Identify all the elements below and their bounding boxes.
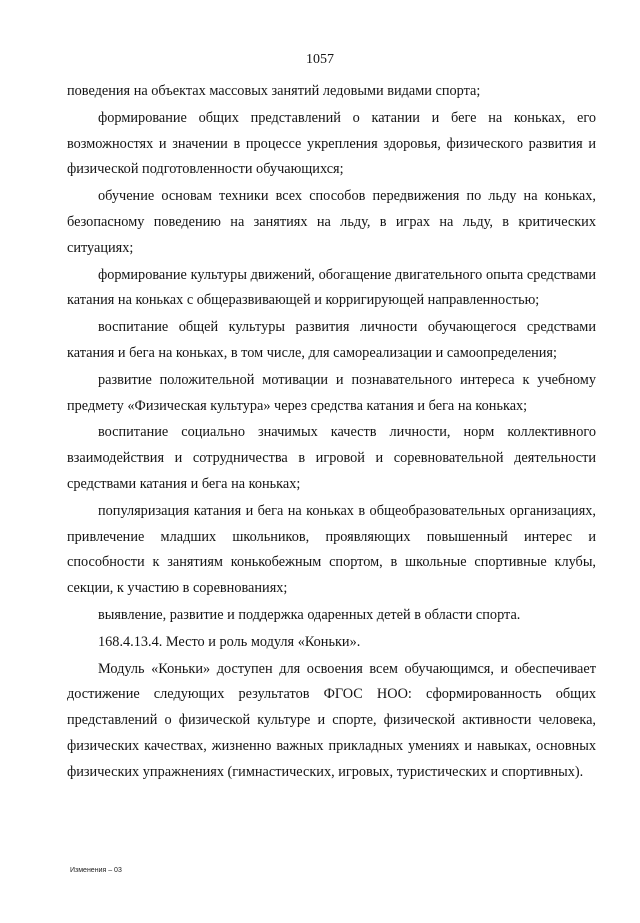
paragraph-popularization: популяризация катания и бега на коньках в общеобразовательных организациях, привлечение младших школьников, проявляющих повышенный интерес и способности к занятиям конькобежным спортом, в школьные спортивные клубы, секции, к участию в соревнованиях; — [67, 502, 596, 597]
paragraph-continuation: поведения на объектах массовых занятий ледовыми видами спорта; — [67, 83, 481, 99]
paragraph-general-culture: воспитание общей культуры развития личности обучающегося средствами катания и бега на коньках, в том числе, для самореализации и самоопределения; — [67, 319, 596, 361]
body-text — [67, 79, 596, 786]
paragraph-technique-training: обучение основам техники всех способов передвижения по льду на коньках, безопасному поведению на занятиях на льду, в играх на льду, в критических ситуациях; — [67, 188, 596, 256]
paragraph-movement-culture: формирование культуры движений, обогащение двигательного опыта средствами катания на коньках с общеразвивающей и корригирующей направленностью; — [67, 266, 596, 309]
page-number: 1057 — [306, 52, 334, 67]
paragraph-motivation: развитие положительной мотивации и познавательного интереса к учебному предмету «Физическая культура» через средства катания и бега на коньках; — [67, 371, 596, 414]
paragraph-gifted-children: выявление, развитие и поддержка одаренных детей в области спорта. — [98, 606, 521, 623]
section-heading: 168.4.13.4. Место и роль модуля «Коньки». — [98, 633, 361, 650]
footer-revision-note: Изменения – 03 — [70, 867, 122, 874]
paragraph-social-qualities: воспитание социально значимых качеств личности, норм коллективного взаимодействия и сотрудничества в игровой и соревновательной деятельности средствами катания и бега на коньках; — [67, 424, 596, 492]
paragraph-module-description: Модуль «Коньки» доступен для освоения всем обучающимся, и обеспечивает достижение следующих результатов ФГОС НОО: сформированность общих представлений о физической культуре и спорте, физической активности человека, физических качествах, жизненно важных прикладных умениях и навыках, основных физических упражнениях (гимнастических, игровых, туристических и спортивных). — [67, 660, 596, 780]
paragraph-ice-skating-concepts: формирование общих представлений о катании и беге на коньках, его возможностях и значении в процессе укрепления здоровья, физического развития и физической подготовленности обучающихся; — [67, 109, 596, 178]
